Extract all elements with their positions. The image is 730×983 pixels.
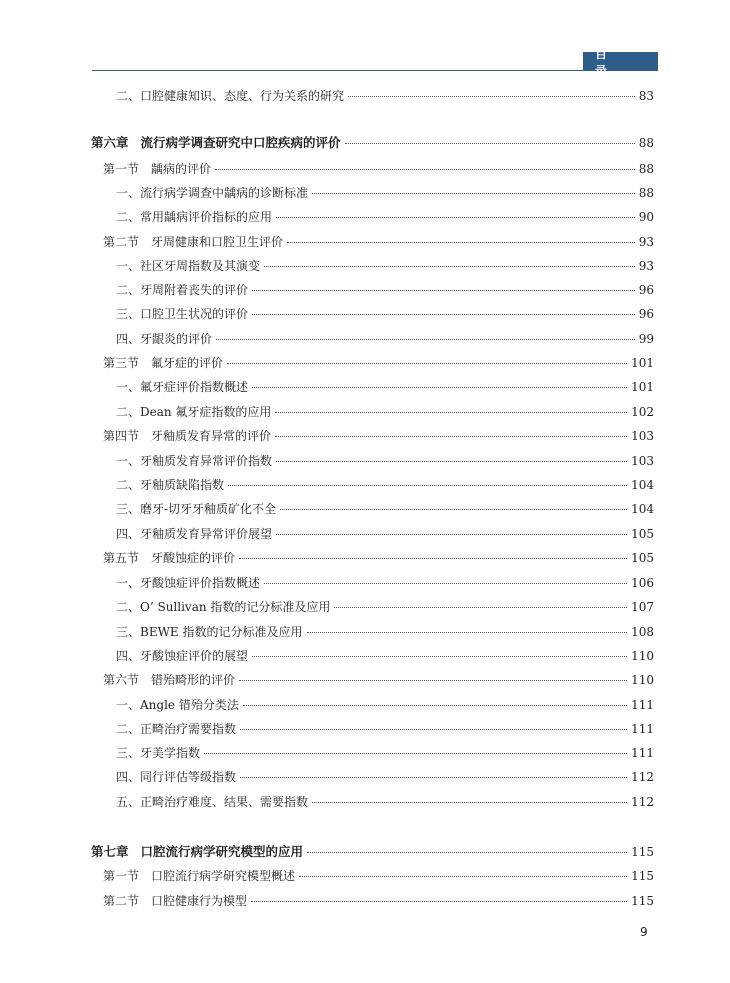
dot-leader <box>264 265 635 267</box>
toc-page-number: 105 <box>631 551 654 565</box>
toc-item <box>116 648 654 664</box>
toc-page-number: 102 <box>631 405 654 419</box>
toc-page-number: 105 <box>631 527 654 541</box>
toc-number: 第二节 <box>103 894 140 908</box>
toc-title-text: 二、正畸治疗需要指数 <box>116 722 237 736</box>
toc-section <box>103 355 654 371</box>
toc-page-number: 112 <box>631 795 654 809</box>
toc-title <box>103 428 271 444</box>
toc-page-number: 93 <box>638 259 654 273</box>
dot-leader <box>264 582 627 584</box>
toc-title-text: 四、牙龈炎的评价 <box>116 332 213 346</box>
toc-page-number: 96 <box>638 283 654 297</box>
toc-title-text: 二、常用龋病评价指标的应用 <box>116 210 273 224</box>
toc-page-number: 93 <box>638 235 654 249</box>
toc-item <box>116 721 654 737</box>
toc-item <box>116 379 654 395</box>
toc-number: 第二节 <box>103 235 140 249</box>
toc-title <box>116 769 236 785</box>
toc-title-text: 一、牙酸蚀症评价指数概述 <box>116 576 261 590</box>
toc-page-number: 96 <box>638 307 654 321</box>
toc-item <box>116 526 654 542</box>
toc-number: 第一节 <box>103 162 140 176</box>
toc-title-text: 口腔健康行为模型 <box>151 894 248 908</box>
toc-title-text: 四、牙酸蚀症评价的展望 <box>116 649 249 663</box>
toc-title-text: 三、BEWE 指数的记分标准及应用 <box>116 625 303 639</box>
toc-title-text: 四、同行评估等级指数 <box>116 770 237 784</box>
toc-item <box>116 453 654 469</box>
toc-title-text: 牙周健康和口腔卫生评价 <box>151 235 284 249</box>
toc-item <box>116 282 654 298</box>
toc-item <box>116 794 654 810</box>
toc-item <box>116 88 654 104</box>
toc-title <box>116 258 260 274</box>
page-number: 9 <box>640 925 648 939</box>
toc-page-number: 103 <box>631 454 654 468</box>
toc-title-text: 三、牙美学指数 <box>116 746 201 760</box>
toc-item <box>116 697 654 713</box>
dot-leader <box>216 338 635 340</box>
dot-leader <box>287 241 635 243</box>
toc-page-number: 115 <box>631 894 654 908</box>
toc-item <box>116 258 654 274</box>
toc-page-number: 104 <box>631 478 654 492</box>
toc-item <box>116 185 654 201</box>
toc-page-number: 90 <box>638 210 654 224</box>
toc-item <box>116 745 654 761</box>
toc-chapter <box>91 135 654 151</box>
toc-title-text: 一、社区牙周指数及其演变 <box>116 259 261 273</box>
toc-title <box>116 501 276 517</box>
toc-title-text: 牙酸蚀症的评价 <box>151 551 236 565</box>
toc-page-number: 88 <box>638 186 654 200</box>
toc-item <box>116 477 654 493</box>
toc-title <box>116 721 236 737</box>
toc-item <box>116 404 654 420</box>
toc-item <box>116 575 654 591</box>
dot-leader <box>252 313 635 315</box>
toc-title-text: 二、Dean 氟牙症指数的应用 <box>116 405 272 419</box>
toc-page-number: 101 <box>631 380 654 394</box>
dot-leader <box>240 728 627 730</box>
toc-title <box>103 234 283 250</box>
dot-leader <box>299 875 627 877</box>
dot-leader <box>227 362 627 364</box>
dot-leader <box>280 508 627 510</box>
dot-leader <box>252 289 635 291</box>
toc-page-number: 111 <box>631 746 654 760</box>
toc-title <box>91 844 303 860</box>
toc-number: 第一节 <box>103 869 140 883</box>
dot-leader <box>275 435 627 437</box>
toc-title-text: 牙釉质发育异常的评价 <box>151 429 272 443</box>
toc-page-number: 110 <box>631 673 654 687</box>
toc-title <box>91 135 341 151</box>
toc-page-number: 88 <box>638 136 654 150</box>
dot-leader <box>312 801 627 803</box>
toc-item <box>116 599 654 615</box>
toc-title <box>116 88 344 104</box>
toc-section <box>103 428 654 444</box>
toc-title-text: 二、牙周附着丧失的评价 <box>116 283 249 297</box>
toc-title-text: 口腔流行病学研究模型的应用 <box>140 844 304 859</box>
toc-title <box>116 745 200 761</box>
toc-title <box>103 550 235 566</box>
toc-item <box>116 306 654 322</box>
toc-number: 第三节 <box>103 356 140 370</box>
toc-page-number: 112 <box>631 770 654 784</box>
toc-item <box>116 624 654 640</box>
toc-title <box>116 453 272 469</box>
toc-title <box>116 331 212 347</box>
toc-title-text: 二、O’ Sullivan 指数的记分标准及应用 <box>116 600 331 614</box>
toc-title-text: 四、牙釉质发育异常评价展望 <box>116 527 273 541</box>
dot-leader <box>204 752 627 754</box>
dot-leader <box>240 776 627 778</box>
toc-title-text: 一、流行病学调查中龋病的诊断标准 <box>116 186 309 200</box>
toc-number: 第六章 <box>91 135 129 150</box>
dot-leader <box>252 386 627 388</box>
toc-item <box>116 501 654 517</box>
toc-page-number: 111 <box>631 698 654 712</box>
toc-title <box>116 648 248 664</box>
toc-title-text: 错殆畸形的评价 <box>151 673 236 687</box>
toc-section <box>103 893 654 909</box>
toc-title <box>116 404 271 420</box>
toc-page-number: 106 <box>631 576 654 590</box>
toc-title <box>116 185 308 201</box>
toc-title-text: 一、氟牙症评价指数概述 <box>116 380 249 394</box>
toc-title-text: 二、牙釉质缺陷指数 <box>116 478 225 492</box>
toc-title-text: 五、正畸治疗难度、结果、需要指数 <box>116 795 309 809</box>
toc-title <box>116 282 248 298</box>
dot-leader <box>307 851 627 853</box>
dot-leader <box>251 900 627 902</box>
dot-leader <box>215 168 635 170</box>
toc-number: 第四节 <box>103 429 140 443</box>
toc-page-number: 103 <box>631 429 654 443</box>
dot-leader <box>334 606 627 608</box>
toc-title-text: 一、牙釉质发育异常评价指数 <box>116 454 273 468</box>
toc-title <box>116 599 330 615</box>
toc-page-number: 104 <box>631 502 654 516</box>
toc-page-number: 99 <box>638 332 654 346</box>
toc-title <box>116 624 303 640</box>
toc-title <box>116 575 260 591</box>
toc-title-text: 氟牙症的评价 <box>151 356 224 370</box>
toc-title-text: 口腔流行病学研究模型概述 <box>151 869 296 883</box>
toc-title <box>116 526 272 542</box>
toc-number: 第五节 <box>103 551 140 565</box>
dot-leader <box>228 484 627 486</box>
toc-title <box>103 355 223 371</box>
toc-section <box>103 672 654 688</box>
toc-page-number: 108 <box>631 625 654 639</box>
toc-title <box>103 672 235 688</box>
toc-page-number: 110 <box>631 649 654 663</box>
dot-leader <box>276 216 635 218</box>
dot-leader <box>348 95 635 97</box>
toc-section <box>103 550 654 566</box>
dot-leader <box>307 631 628 633</box>
toc-title <box>116 697 239 713</box>
toc-page-number: 115 <box>631 869 654 883</box>
toc-title <box>103 868 295 884</box>
dot-leader <box>275 411 627 413</box>
toc-item <box>116 209 654 225</box>
toc-section <box>103 161 654 177</box>
toc-title-text: 三、口腔卫生状况的评价 <box>116 307 249 321</box>
toc-title-text: 龋病的评价 <box>151 162 212 176</box>
toc-section <box>103 868 654 884</box>
toc-title <box>116 477 224 493</box>
toc-title <box>116 794 308 810</box>
toc-number: 第六节 <box>103 673 140 687</box>
toc-page-number: 101 <box>631 356 654 370</box>
toc-title-text: 流行病学调查研究中口腔疾病的评价 <box>140 135 341 150</box>
toc-title-text: 三、磨牙-切牙牙釉质矿化不全 <box>116 502 277 516</box>
toc-number: 第七章 <box>91 844 129 859</box>
toc-page-number: 83 <box>638 89 654 103</box>
toc-page-number: 115 <box>631 845 654 859</box>
toc-page-number: 111 <box>631 722 654 736</box>
toc-title-text: 二、口腔健康知识、态度、行为关系的研究 <box>116 89 345 103</box>
toc-title <box>103 893 247 909</box>
toc-page-number: 107 <box>631 600 654 614</box>
toc-section <box>103 234 654 250</box>
toc-page-number: 88 <box>638 162 654 176</box>
dot-leader <box>276 533 627 535</box>
dot-leader <box>312 192 635 194</box>
toc-title <box>103 161 211 177</box>
dot-leader <box>345 142 635 144</box>
dot-leader <box>276 460 627 462</box>
toc-title-text: 一、Angle 错殆分类法 <box>116 698 239 712</box>
dot-leader <box>252 655 627 657</box>
toc-title <box>116 209 272 225</box>
toc-item <box>116 331 654 347</box>
dot-leader <box>239 679 627 681</box>
toc-title <box>116 306 248 322</box>
dot-leader <box>243 704 627 706</box>
dot-leader <box>239 557 627 559</box>
toc-chapter <box>91 844 654 860</box>
toc-title <box>116 379 248 395</box>
toc-item <box>116 769 654 785</box>
header-tab-label: 目 录 <box>595 46 620 78</box>
